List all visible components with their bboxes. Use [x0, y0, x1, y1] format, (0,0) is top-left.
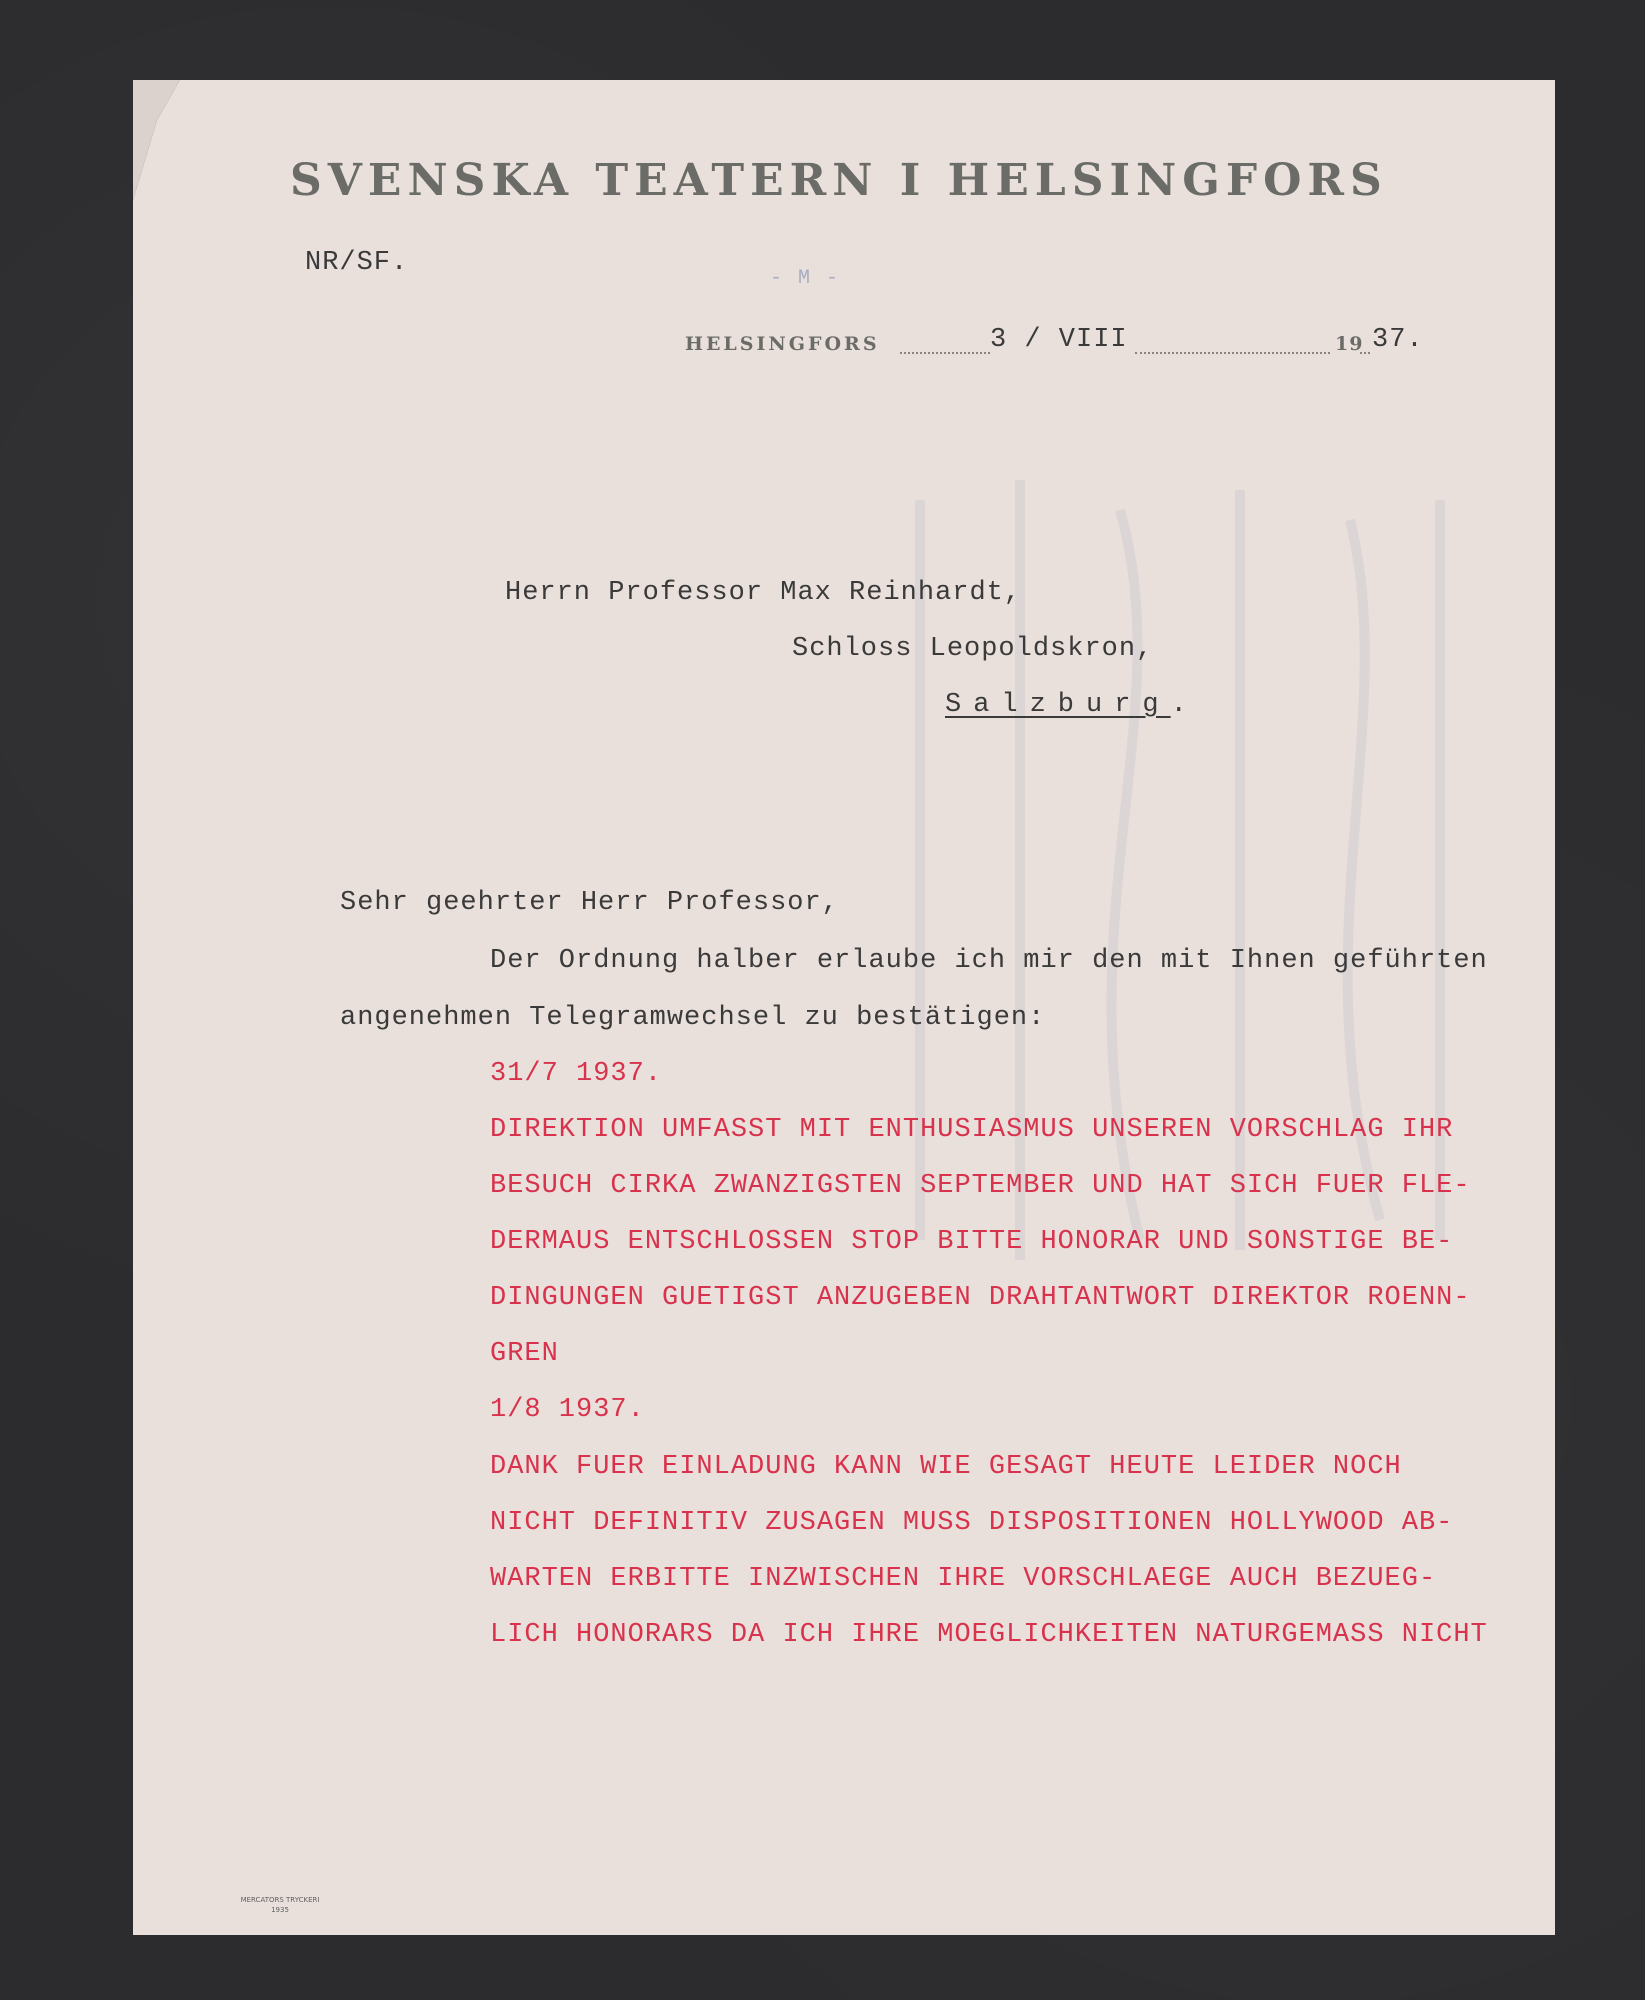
- dotted-rule: [1135, 352, 1330, 354]
- dateline-year-prefix: 19: [1335, 333, 1364, 355]
- faint-stamp-mark: - M -: [770, 267, 841, 290]
- address-line-1: Herrn Professor Max Reinhardt,: [505, 578, 1022, 608]
- address-city: Salzburg: [945, 690, 1171, 720]
- dateline-year-suffix: 37.: [1372, 325, 1424, 355]
- telegram-1-line: DINGUNGEN GUETIGST ANZUGEBEN DRAHTANTWORT DIREKTOR ROENN-: [490, 1283, 1471, 1313]
- body-line-2: angenehmen Telegramwechsel zu bestätigen:: [340, 1003, 1046, 1033]
- printer-name: MERCATORS TRYCKERI: [240, 1896, 320, 1904]
- telegram-1-date: 31/7 1937.: [490, 1059, 663, 1089]
- letterhead-title: SVENSKA TEATERN I HELSINGFORS: [290, 155, 1388, 206]
- telegram-2-line: LICH HONORARS DA ICH IHRE MOEGLICHKEITEN NATURGEMASS NICHT: [490, 1620, 1488, 1650]
- address-line-2: Schloss Leopoldskron,: [792, 634, 1154, 664]
- dateline-place: HELSINGFORS: [685, 333, 880, 355]
- telegram-2-line: WARTEN ERBITTE INZWISCHEN IHRE VORSCHLAEGE AUCH BEZUEG-: [490, 1564, 1437, 1594]
- reference-code: NR/SF.: [305, 248, 409, 278]
- telegram-2-date: 1/8 1937.: [490, 1395, 645, 1425]
- body-line-1: Der Ordnung halber erlaube ich mir den mit Ihnen geführten: [490, 946, 1488, 976]
- salutation: Sehr geehrter Herr Professor,: [340, 888, 839, 918]
- dotted-rule: [900, 352, 990, 354]
- telegram-1-line: BESUCH CIRKA ZWANZIGSTEN SEPTEMBER UND HAT SICH FUER FLE-: [490, 1171, 1471, 1201]
- telegram-2-line: NICHT DEFINITIV ZUSAGEN MUSS DISPOSITIONEN HOLLYWOOD AB-: [490, 1508, 1454, 1538]
- address-city-period: .: [1170, 690, 1188, 720]
- address-city-line: [945, 690, 1188, 720]
- telegram-1-line: DERMAUS ENTSCHLOSSEN STOP BITTE HONORAR UND SONSTIGE BE-: [490, 1227, 1454, 1257]
- telegram-1-line: GREN: [490, 1339, 559, 1369]
- printer-year: 1935: [271, 1906, 289, 1914]
- telegram-2-line: DANK FUER EINLADUNG KANN WIE GESAGT HEUTE LEIDER NOCH: [490, 1452, 1402, 1482]
- telegram-1-line: DIREKTION UMFASST MIT ENTHUSIASMUS UNSEREN VORSCHLAG IHR: [490, 1115, 1454, 1145]
- dotted-rule: [1360, 352, 1370, 354]
- dateline-day-month: 3 / VIII: [990, 325, 1128, 355]
- printer-imprint: [235, 1895, 325, 1915]
